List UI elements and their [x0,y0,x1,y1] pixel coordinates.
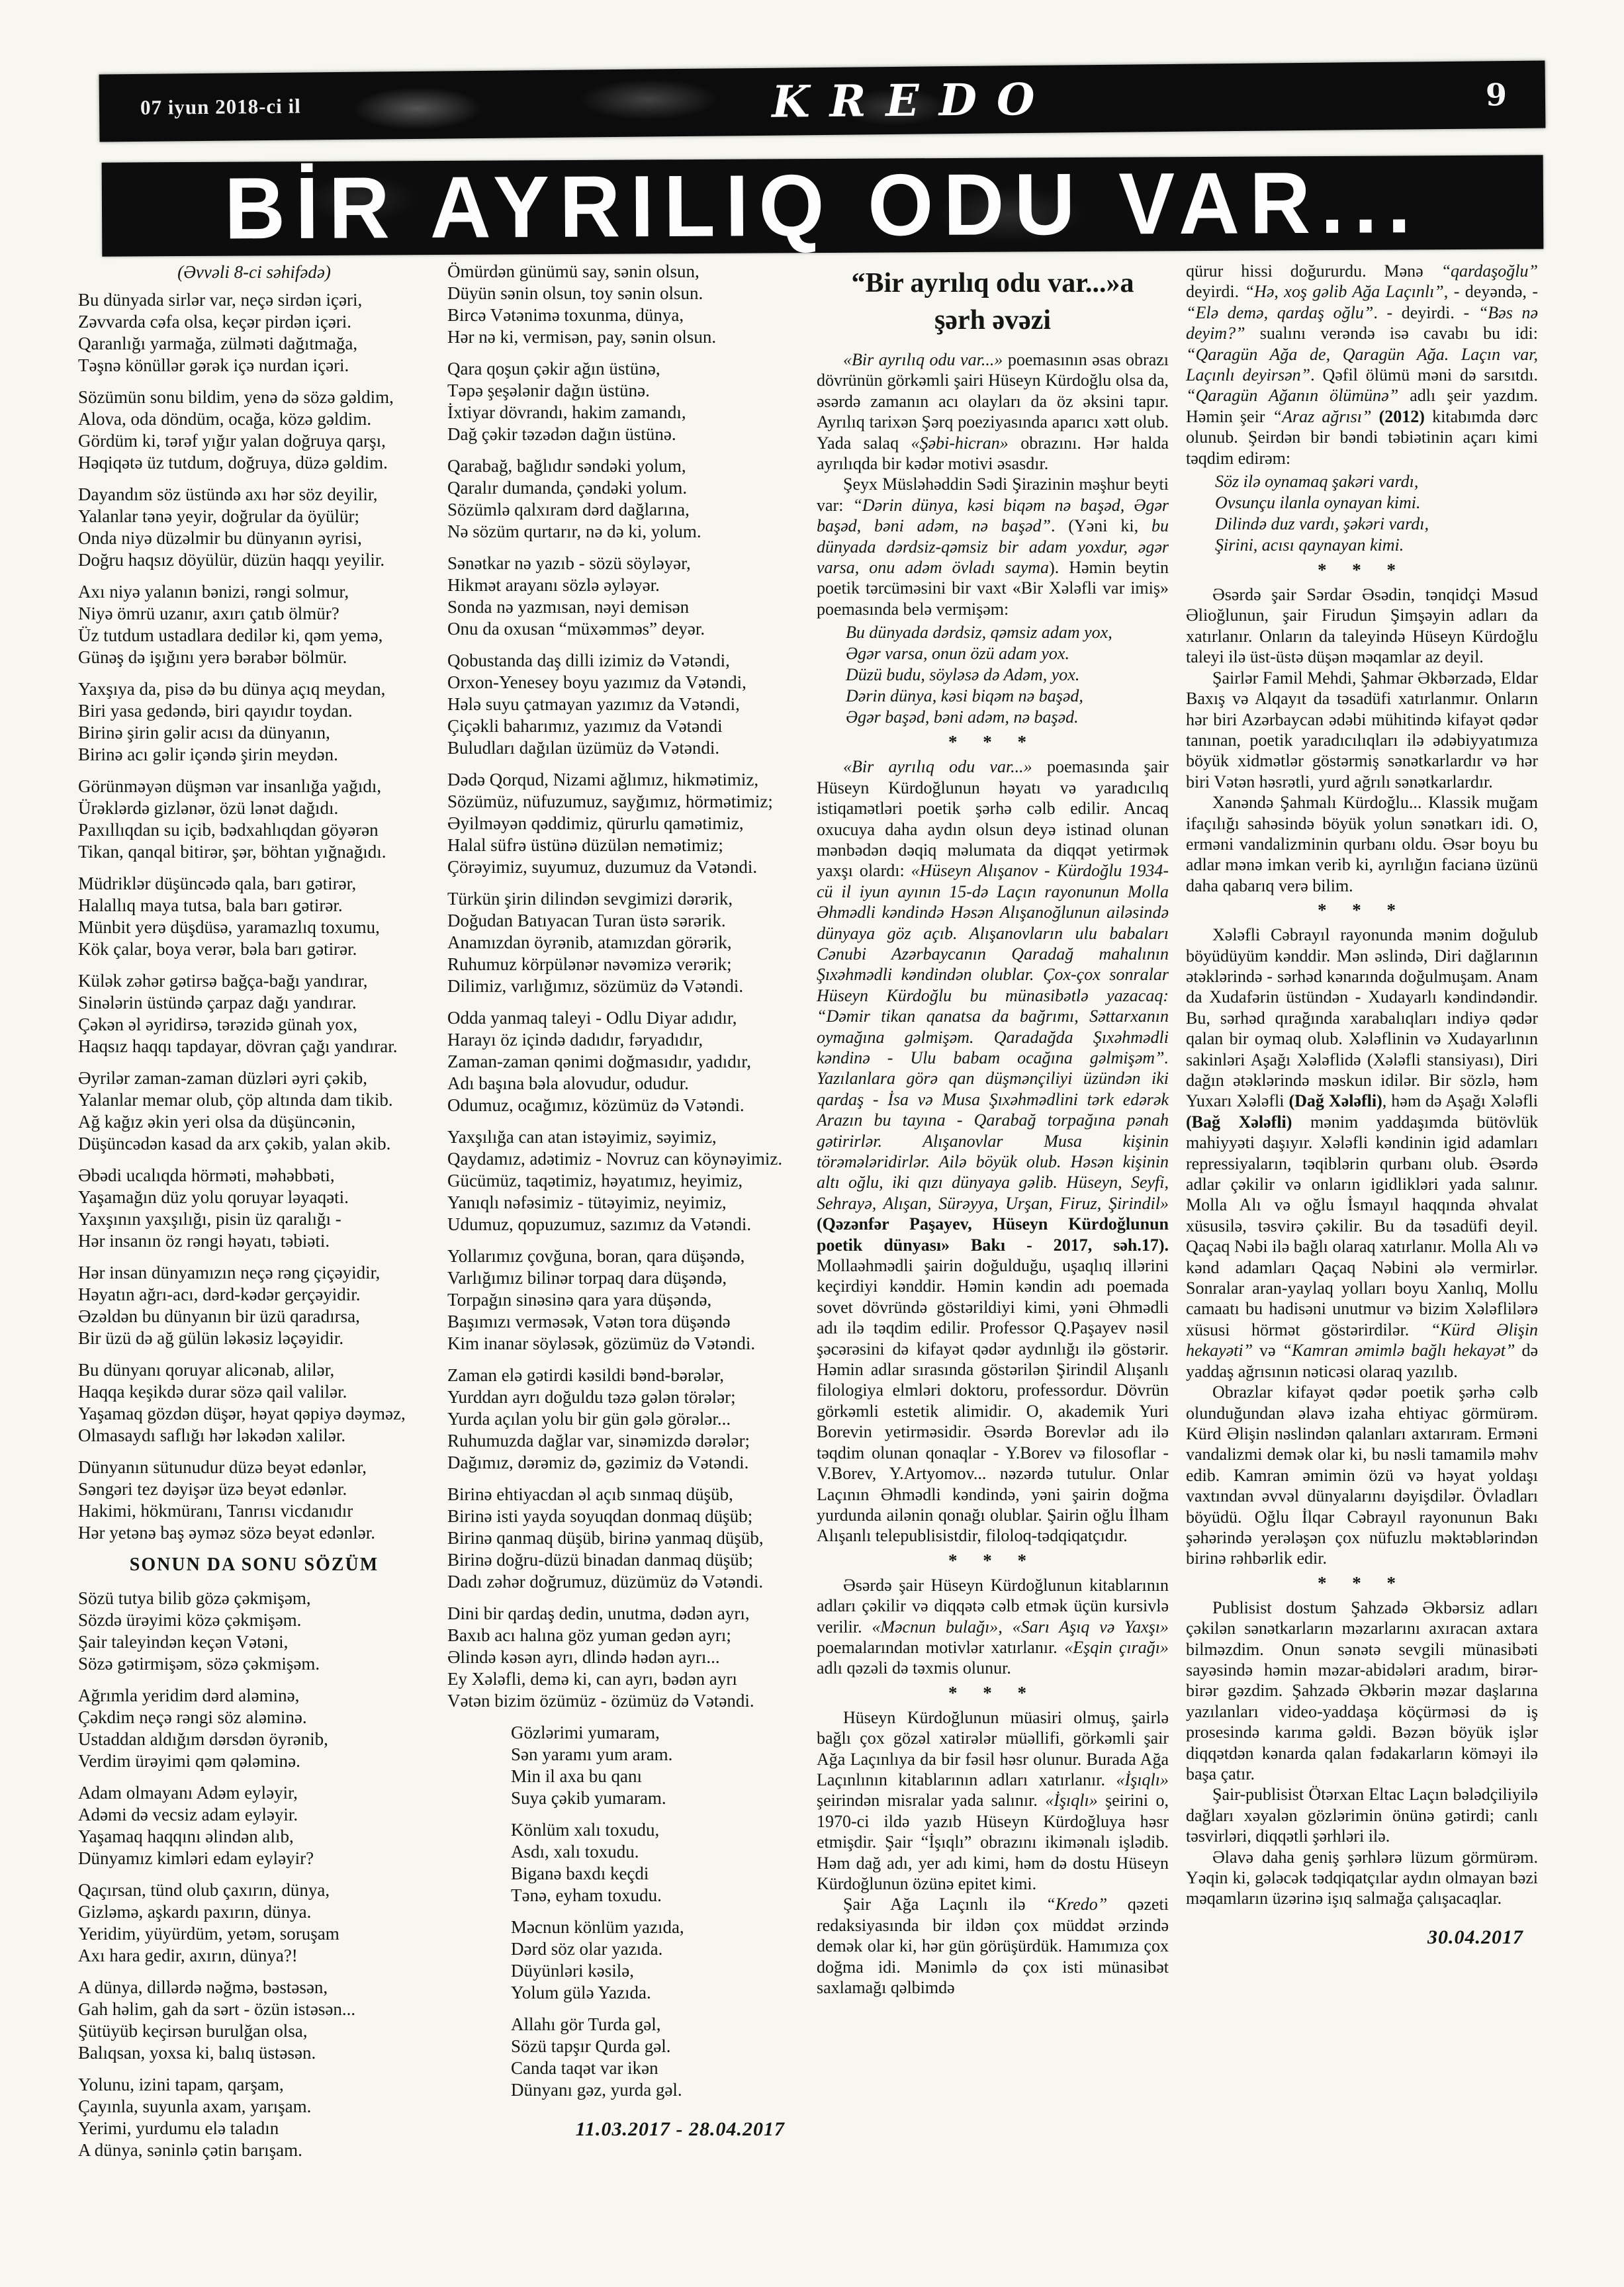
paragraph: Xələfli Cəbrayıl rayonunda mənim doğulub böyüdüyüm kənddir. Mən əslində, Diri dağlarının ətəklərində - sərhəd kənarında doğulmuşam. Anam da Xudafərin üstündən - Xudayarlı kəndindəndir. Bu, sərhəd qırağında xarabalıqları indiyə qədər qalan bir oymaq olub. Xələflinin və Xudayarlının sakinləri Aşağı Xələflidə (Xələfli stansiyası), Diri dağın ətəklərində məskun idilər. Bir sözlə, həm Yuxarı Xələfli (Dağ Xələfli), həm də Aşağı Xələfli (Bağ Xələfli) mənim yaddaşımda bütövlük mahiyyəti daşıyır. Xələfli kəndinin igid adamları repressiyaların, təqiblərin qurbanı olub. Əsərdə adlar çəkilir və onların igidlikləri yada salınır. Molla Alı və oğlu İsmayıl haqqında əhvalat xüsusilə, təsvirə çəkilir. Bu da təsadüfi deyil. Qaçaq Nəbi ilə bağlı olaraq xatırlanır. Molla Alı və kənd adamları Qaçaq Nəbini ələ vermirlər. Sonralar aran-yaylaq yolları boyu Xanlıq, Mollu camaatı bu hadisəni unutmur və bizim Xələflilərə xüsusi hörmət göstərirdilər. “Kürd Əlişin hekayəti” və “Kamran əmimlə bağlı hekayət” də yaddaş ağrısının nəticəsi olaraq yazılıb. [1186,925,1538,1381]
poem-line: Hakimi, hökmüranı, Tanrısı vicdanıdır [78,1501,353,1521]
poem-line: Buludları dağılan üzümüz də Vətəndi. [447,738,720,758]
poem-line: Dərd söz olar yazıda. [511,1939,663,1959]
paragraph: Şeyx Müsləhəddin Sədi Şirazinin məşhur beyti var: “Dərin dünya, kəsi biqəm nə başəd, Əgər başəd, bəni adəm, nə başəd”. (Yəni ki, bu dünyada dərdsiz-qəmsiz bir adam yoxdur, əgər varsa, onu adəm övladı sayma). Həmin beytin poetik tərcüməsini bir vaxt «Bir Xələfli var imiş» poemasında belə vermişəm: [817,474,1169,619]
poem-stanza [78,1457,430,1544]
poem-line: Yanıqlı nəfəsimiz - tütəyimiz, neyimiz, [447,1192,727,1212]
poem-stanza [447,455,799,543]
poem-line: Odda yanmaq taleyi - Odlu Diyar adıdır, [447,1008,737,1028]
poem-line: Suya çəkib yumaram. [511,1788,666,1808]
poem-line: Gözlərimi yumaram, [511,1723,660,1742]
poem-line: Tikan, qanqal bitirər, şər, böhtan yığnağıdı. [78,842,386,862]
poem-line: Axı niyə yalanın bənizi, rəngi solmur, [78,582,349,602]
poem-line: Qaçırsan, tünd olub çaxırın, dünya, [78,1880,330,1900]
poem-line: Doğru haqsız döyülür, düzün haqqı yeyilir. [78,550,385,570]
poem-line: Sözdə ürəyimi közə çəkmişəm. [78,1610,302,1630]
poem-stanza [78,970,430,1057]
quoted-verse [1215,471,1538,556]
poem-stanza [78,1685,430,1772]
poem-line: Haqqa keşikdə durar sözə qail valilər. [78,1382,347,1402]
poem-line: Adəmi də vecsiz adam eyləyir. [78,1805,298,1824]
poem-line: Görünməyən düşmən var insanlığa yağıdı, [78,776,382,796]
poem-line: Məcnun könlüm yazıda, [511,1917,684,1937]
poem-line: Düyünləri kəsilə, [511,1961,634,1981]
poem-line: Bircə Vətənimə toxunma, dünya, [447,305,684,325]
poem-line: Halallıq maya tutsa, bala barı gətirər. [78,895,343,915]
paragraph: Şairlər Famil Mehdi, Şahmar Əkbərzadə, Eldar Baxış və Alqayıt da təsadüfi xatırlanmır. Onların hər biri Azərbaycan ədəbi mühitində kifayət qədər tanınan, poetik yaradıcılıqları ilə ədəbiyyatımıza böyük xidmətlər göstərmiş sənətkarlardır və hər biri Vətən həsrətli, yurd ağrılı sənətkarlardır. [1186,668,1538,791]
poem-line: Birinə ehtiyacdan əl açıb sınmaq düşüb, [447,1484,733,1504]
poem-line: Alova, oda döndüm, ocağa, közə gəldim. [78,409,372,429]
poem-line: Yeridim, yüyürdüm, yetəm, soruşam [78,1924,339,1944]
paragraph: Publisist dostum Şahzadə Əkbərsiz adları çəkilən sənətkarların məzarlarını axıracan axtara bilməzdim. Onun sənətə sevgili münasibəti sayəsində həmin məzar-abidələri aradım, birər-birər gəzdim. Şahzadə Əkbərin məzar daşlarına yazılanları video-yaddaşa köçürməsi də iş prosesində karıma gəldi. Bəzən böyük işlər diqqətdən kənarda qalan fədakarların köməyi ilə başa çatır. [1186,1597,1538,1783]
poem-line: Niyə ömrü uzanır, axırı çatıb ölmür? [78,604,339,623]
poem-line: Bu dünyada sirlər var, neçə sirdən içəri, [78,290,363,310]
poem-line: Yaxşılığa can atan istəyimiz, səyimiz, [447,1127,717,1147]
poem-line: Gücümüz, taqətimiz, həyatımız, heyimiz, [447,1171,743,1190]
poem-line: Birinə doğru-düzü binadan danmaq düşüb; [447,1550,753,1570]
article-body [78,261,1554,2259]
poem-stanza [78,1359,430,1447]
poem-line: Kök çalar, boya verər, bəla barı gətirər. [78,939,357,959]
poem-stanza [78,873,430,960]
poem-line: Dayandım söz üstündə axı hər söz deyilir, [78,484,378,504]
poem-line: Harayı öz içində dadıdır, fəryadıdır, [447,1030,703,1050]
paragraph: «Bir ayrılıq odu var...» poemasında şair Hüseyn Kürdoğlunun həyatı və yaradıcılıq istiqamətləri poetik şərhə cəlb edilir. Ancaq oxucuya daha aydın olsun deyə istinad olunan mənbədən dəqiq məlumata da diqqət yetirmək yaxşı olardı: «Hüseyn Alışanov - Kürdoğlu 1934-cü il iyun ayının 15-də Laçın rayonunun Molla Əhmədli kəndində Həsən Alışanoğlunun ailəsində dünyaya göz açıb. Alışanovların ulu babaları Cənubi Azərbaycanın Qaradağ mahalının Şıxəhmədli kəndindən olublar. Çox-çox sonralar Hüseyn Kürdoğlu bu münasibətlə yazacaq: “Dəmir tikan qanatsa da bağrımı, Səttarxanın oymağına gəlmişəm. Qaradağda Şıxəhmədli kəndinə - Ulu babam ocağına gəlmişəm”. Yazılanlara görə qan düşmənçiliyi üzündən iki qardaş - İsa və Musa Şıxəhmədlini tərk edərək Arazın bu tayına - Qarabağ torpağına pənah gətirirlər. Alışanovlar Musa kişinin törəmələridirlər. Ailə böyük olub. Həsən kişinin altı oğlu, iki qızı dünyaya gəlib. Hüseyn, Seyfi, Sehrayə, Alışan, Sürəyya, Urşan, Firuz, Şirindil» (Qəzənfər Paşayev, Hüseyn Kürdoğlunun poetik dünyası» Bakı - 2017, səh.17). Mollaəhmədli şairin doğulduğu, uşaqlıq illərini keçirdiyi kənddir. Həmin kəndin adı poemada sovet dövründə göstərildiyi kimi, yəni Əhmədli adı ilə təqdim edilir. Professor Q.Paşayev nəsil şəcərəsini də kifayət qədər aydınlığı ilə göstərir. Həmin adlar sırasında göstərilən Şirindil Alışanlı filologiya elmləri doktoru, professordur. Dövrün görkəmli estetik alimidir. O, akademik Yuri Borevin yetirməsidir. Əsərdə Borevlər adı ilə təqdim olunan qonaqlar - Y.Borev və filosoflar - V.Borev, Y.Artyomov... nəzərdə tutulur. Onlar Laçının Əhmədli kəndində, yəni şairin doğma yurdunda ailənin qonağı olublar. Şairin oğlu İlham Alışanlı telepublisistdir, filoloq-tədqiqatçıdır. [817,757,1169,1546]
masthead-title: KREDO [771,73,1055,128]
poem-line: Gizləmə, aşkardı paxırın, dünya. [78,1902,312,1922]
poem-line: Yaxşıya da, pisə də bu dünya açıq meydan, [78,679,386,699]
poem-line: Yaşamağın düz yolu qoruyar ləyaqəti. [78,1187,349,1207]
poem-line: Adam olmayanı Adəm eyləyir, [78,1783,298,1803]
poem-line: Yaşamaq gözdən düşər, həyat qəpiyə dəyməz, [78,1404,406,1423]
poem-line: Vətən bizim özümüz - özümüz də Vətəndi. [447,1691,754,1711]
poem-stanza [511,1722,799,1809]
poem-line: Ey Xələfli, demə ki, can ayrı, bədən ayrı [447,1669,737,1689]
poem-line: Yurddan ayrı doğuldu təzə gələn törələr; [447,1387,736,1407]
poem-line: Asdı, xalı toxudu. [511,1842,639,1861]
poem-line: Udumuz, qopuzumuz, sazımız da Vətəndi. [447,1214,752,1234]
poem-line: Anamızdan öyrənib, atamızdan görərik, [447,932,732,952]
poem-stanza [78,1067,430,1155]
poem-stanza [447,261,799,348]
stars-separator: * * * [1318,1572,1406,1593]
poem-line: Yaxşının yaxşılığı, pisin üz qaralığı - [78,1209,341,1229]
poem-stanza [447,1603,799,1712]
verse-line: Əgər başəd, bəni adəm, nə başəd. [846,707,1079,727]
poem-stanza [447,888,799,997]
poem-line: Orxon-Yenesey boyu yazımız da Vətəndi, [447,672,746,692]
verse-line: Şirini, acısı qaynayan kimi. [1215,535,1404,555]
date-signature: 11.03.2017 - 28.04.2017 [575,2118,785,2140]
poem-line: Yaşamaq haqqını əlindən alıb, [78,1826,294,1846]
poem-stanza [511,1916,799,2004]
stars-separator: * * * [948,1682,1037,1703]
poem-line: Qara qoşun çəkir ağın üstünə, [447,359,660,379]
poem-line: Təpə şeşələnir dağın üstünə. [447,381,650,400]
poem-line: Sinələrin üstündə çarpaz dağı yandırar. [78,993,357,1012]
poem-stanza [78,1262,430,1349]
paragraph: Obrazlar kifayət qədər poetik şərhə cəlb olunduğundan əlavə izaha ehtiyac görmürəm. Kürd Əlişin nəslindən qalanları axtarıram. Erməni vandalizmi demək olar ki, bu nəsli tamamilə məhv edib. Kamran əmimin özü və həyat yoldaşı vaxtından əvvəl dünyalarını dəyişdilər. Övladları böyüdü. Oğlu İlqar Cəbrayıl rayonunun Bakı şəhərində yerələşən çox nüfuzlu məktəblərindən birinə rəhbərlik edir. [1186,1382,1538,1568]
poem-line: Üz tutdum ustadlara dedilər ki, qəm yemə, [78,625,383,645]
poem-stanza [78,289,430,377]
poem-line: Dini bir qardaş dedin, unutma, dədən ayrı, [447,1603,750,1623]
verse-line: Söz ilə oynamaq şakəri vardı, [1215,472,1419,492]
verse-line: Dilində duz vardı, şəkəri vardı, [1215,514,1429,534]
poem-line: Külək zəhər gətirsə bağça-bağı yandırar, [78,971,368,991]
poem-line: Yerimi, yurdumu elə taladın [78,2118,279,2138]
poem-line: Sonda nə yazmısan, nəyi demisən [447,597,690,617]
poem-stanza [447,1484,799,1593]
paragraph: Xanəndə Şahmalı Kürdoğlu... Klassik muğam ifaçılığı sahəsində böyük yolun sənətkarı idi. O, erməni vandalizminin qurbanı oldu. Əsər boyu bu adlar mənə imkan verib ki, ayrılığın facianə üzünü daha qabarıq verə bilim. [1186,793,1538,895]
poem-line: Dünyanı gəz, yurda gəl. [511,2080,682,2100]
poem-stanza [447,358,799,445]
poem-line: Zaman-zaman qənimi doğmasıdır, yadıdır, [447,1052,751,1071]
verse-line: Dərin dünya, kəsi biqəm nə başəd, [846,686,1083,706]
poem-line: Yalanlar memar olub, çöp altında dam tikib. [78,1090,393,1110]
poem-line: Paxıllıqdan su içib, bədxahlıqdan göyərən [78,820,379,840]
poem-stanza [447,1126,799,1235]
poem-line: Dağ çəkir təzədən dağın üstünə. [447,424,676,444]
poem-stanza [78,1165,430,1252]
stars-separator: * * * [948,732,1037,752]
poem-stanza [78,484,430,571]
section-heading: SONUN DA SONU SÖZÜM [129,1554,379,1575]
poem-stanza [447,553,799,640]
poem-line: A dünya, səninlə çətin barışam. [78,2140,302,2160]
poem-stanza [78,678,430,766]
poem-line: Hər insan dünyamızın neçə rəng çiçəyidir, [78,1263,381,1282]
quoted-verse [846,622,1169,728]
poem-line: Çörəyimiz, suyumuz, duzumuz da Vətəndi. [447,857,758,877]
poem-stanza [447,1245,799,1355]
poem-line: Kim inanar söyləsək, gözümüz də Vətəndi. [447,1333,756,1353]
poem-line: Ruhumuzda dağlar var, sinəmizdə dərələr; [447,1431,750,1451]
poem-line: Sən yaramı yum aram. [511,1744,673,1764]
poem-line: Əyrilər zaman-zaman düzləri əyri çəkib, [78,1068,368,1088]
poem-line: Sözümüz, nüfuzumuz, sayğımız, hörmətimiz; [447,791,773,811]
poem-line: Sözə gətirmişəm, sözə çəkmişəm. [78,1654,320,1674]
poem-line: Hələ suyu çatmayan yazımız da Vətəndi, [447,694,740,714]
poem-line: Türkün şirin dilindən sevgimizi dərərik, [447,889,733,909]
poem-line: Münbit yerə düşdüsə, yaramazlıq toxumu, [78,917,380,937]
column-3 [817,261,1169,2259]
poem-line: Könlüm xalı toxudu, [511,1820,660,1840]
stars-separator: * * * [1318,560,1406,580]
stars-separator: * * * [948,1550,1037,1570]
poem-line: Odumuz, ocağımız, közümüz də Vətəndi. [447,1095,744,1115]
poem-stanza [447,769,799,878]
poem-line: Birinə qanmaq düşüb, birinə yanmaq düşüb, [447,1528,764,1548]
poem-line: Biganə baxdı keçdi [511,1863,649,1883]
poem-line: Həyatın ağrı-acı, dərd-kədər gerçəyidir. [78,1284,361,1304]
paragraph: Hüseyn Kürdoğlunun müasiri olmuş, şairlə bağlı çox gözəl xatirələr müəllifi, görkəmli şair Ağa Laçınlıya da bir fəsil həsr olunur. Burada Ağa Laçınlının kitablarının adları xatırlanır. «İşıqlı» şeirindən misralar yada salınır. «İşıqlı» şeirini o, 1970-ci ildə yazıb Hüseyn Kürdoğluya həsr etmişdir. Şair “İşıqlı” obrazını ikimənalı işlədib. Həm dağ adı, yer adı kimi, həm də dostu Hüseyn Kürdoğlunun özünə epitet kimi. [817,1707,1169,1893]
page-number: 9 [1485,77,1508,113]
poem-line: Çəkən əl əyridirsə, tərəzidə günah yox, [78,1014,358,1034]
poem-stanza [78,1879,430,1967]
poem-line: Yurda açılan yolu bir gün gələ görələr... [447,1409,731,1429]
poem-line: Canda taqət var ikən [511,2058,658,2078]
poem-line: Əyilməyən qəddimiz, qürurlu qamətimiz, [447,813,744,833]
poem-line: Dünyamız kimləri edam eyləyir? [78,1848,314,1868]
poem-line: Yalanlar tənə yeyir, doğrular da öyülür; [78,506,360,526]
poem-line: Balıqsan, yoxsa ki, balıq üstəsən. [78,2043,316,2063]
poem-line: Bu dünyanı qoruyar alicənab, alilər, [78,1360,335,1380]
date-signature: 30.04.2017 [1427,1926,1523,1948]
paragraph: Əlavə daha geniş şərhlərə lüzum görmürəm. Yəqin ki, gələcək tədqiqatçılar aydın olmayan bəzi məqamların üzərinə işıq salmağa çalışacaqlar. [1186,1847,1538,1908]
poem-line: Təşnə könüllər gərək içə nurdan içəri. [78,355,349,375]
poem-stanza [447,1365,799,1474]
paragraph: Əsərdə şair Hüseyn Kürdoğlunun kitablarının adları çəkilir və diqqətə cəlb etmək üçün kursivlə verilir. «Məcnun bulağı», «Sarı Aşıq və Yaxşı» poemalarından motivlər xatırlanır. «Eşqin çırağı» adlı qəzəli də təxmis olunur. [817,1575,1169,1678]
poem-line: Birinə isti yayda soyuqdan donmaq düşüb; [447,1506,753,1526]
poem-line: Ağ kağız əkin yeri olsa da düşüncənin, [78,1112,356,1132]
poem-line: Dadı zəhər doğrumuz, düzümüz də Vətəndi. [447,1572,764,1592]
poem-line: Dağımız, dərəmiz də, gəzimiz də Vətəndi. [447,1453,749,1472]
column-4 [1186,261,1538,2259]
poem-line: Sözü tapşır Qurda gəl. [511,2036,671,2056]
poem-line: Sözümlə qalxıram dərd dağlarına, [447,500,690,519]
headline-banner [102,155,1544,256]
poem-line: Həqiqətə üz tutdum, doğruya, düzə gəldim. [78,453,388,472]
poem-stanza [78,386,430,474]
verse-line: Bu dünyada dərdsiz, qəmsiz adam yox, [846,623,1112,643]
poem-line: Doğudan Batıyacan Turan üstə sərərik. [447,911,726,930]
poem-stanza [78,581,430,668]
poem-stanza [78,1782,430,1869]
poem-stanza [78,776,430,863]
poem-stanza [78,1588,430,1675]
poem-line: Şütüyüb keçirsən burulğan olsa, [78,2021,308,2041]
poem-line: Tənə, eyham toxudu. [511,1885,662,1905]
column-1 [78,261,430,2259]
verse-line: Ovsunçu ilanla oynayan kimi. [1215,493,1421,513]
poem-line: Zaman elə gətirdi kəsildi bənd-bərələr, [447,1365,724,1385]
masthead-bar [99,61,1546,142]
poem-line: Varlığımız bilinər torpaq dara düşəndə, [447,1268,727,1288]
poem-line: Torpağın sinəsinə qara yara düşəndə, [447,1290,712,1310]
poem-line: Başımızı verməsək, Vətən tora düşəndə [447,1312,731,1331]
poem-line: Şair taleyindən keçən Vətəni, [78,1632,289,1652]
poem-line: Yollarımız çovğuna, boran, qara düşəndə, [447,1246,745,1266]
poem-line: Allahı gör Turda gəl, [511,2014,661,2034]
poem-line: Düyün sənin olsun, toy sənin olsun. [447,283,703,303]
poem-line: Sözümün sonu bildim, yenə də sözə gəldim, [78,387,394,407]
poem-line: Əlində kəsən ayrı, dlində hədən ayrı... [447,1647,720,1667]
poem-line: A dünya, dillərdə nəğmə, bəstəsən, [78,1977,328,1997]
poem-line: Bir üzü də ağ gülün ləkəsiz ləçəyidir. [78,1328,344,1348]
poem-line: Sözü tutya bilib gözə çəkmişəm, [78,1588,311,1608]
poem-line: Düşüncədən kasad da arx çəkib, yalan əkib. [78,1134,391,1153]
poem-line: Baxıb acı halına göz yuman gedən ayrı; [447,1625,731,1645]
poem-line: Dünyanın sütunudur düzə beyət edənlər, [78,1457,367,1477]
poem-line: Qobustanda daş dilli izimiz də Vətəndi, [447,650,730,670]
poem-line: Yolunu, izini tapam, qarşam, [78,2075,284,2094]
article-heading: “Bir ayrılıq odu var...»a şərh əvəzi [851,268,1134,336]
poem-line: Verdim ürəyimi qəm qələminə. [78,1751,300,1771]
poem-line: Ağrımla yeridim dərd aləminə, [78,1685,300,1705]
poem-line: Ürəklərdə gizlənər, özü lənət dağıdı. [78,798,339,818]
poem-line: Çəkdim neçə rəngi söz aləminə. [78,1707,307,1727]
poem-line: Sənətkar nə yazıb - sözü söyləyər, [447,553,691,573]
paragraph: Əsərdə şair Sərdar Əsədin, tənqidçi Məsud Əlioğlunun, şair Firudun Şimşəyin adları da xatırlanır. Onların da taleyində Hüseyn Kürdoğlu taleyi ilə üst-üstə düşən məqamlar az deyil. [1186,585,1538,667]
poem-line: Ömürdən günümü say, sənin olsun, [447,261,699,281]
paragraph: «Bir ayrılıq odu var...» poemasının əsas obrazı dövrünün görkəmli şairi Hüseyn Kürdoğlu olsa da, əsərdə zamanın acı olayları da öz əksini tapır. Ayrılıq tarixən Şərq poeziyasında aparıcı xətt olub. Yada salaq «Şəbi-hicran» obrazını. Hər halda ayrılıqda bir kədər motivi əsasdır. [817,350,1169,474]
poem-line: Qaranlığı yarmağa, zülməti dağıtmağa, [78,334,358,353]
poem-line: Hər yetənə baş əyməz sözə beyət edənlər. [78,1523,376,1543]
poem-line: Zəvvarda cəfa olsa, keçər pirdən içəri. [78,312,352,332]
poem-line: Qaralır dumanda, çəndəki yolum. [447,478,688,498]
poem-line: Hər insanın öz rəngi həyatı, təbiəti. [78,1231,330,1251]
poem-line: Çayınla, suyunla axam, yarışam. [78,2096,312,2116]
poem-line: Birinə şirin gəlir acısı da dünyanın, [78,723,330,742]
poem-line: Halal süfrə üstünə düzülən nemətimiz; [447,835,723,855]
poem-stanza [447,1007,799,1116]
poem-line: Qaydamız, adətimiz - Novruz can köynəyimiz. [447,1149,783,1169]
poem-line: Axı hara gedir, axırın, dünya?! [78,1946,298,1965]
poem-line: Onu da oxusan “müxəmməs” deyər. [447,619,705,639]
poem-line: Günəş də işığını yerə bərabər bölmür. [78,647,347,667]
paragraph: Şair-publisist Ötərxan Eltac Laçın bələdçiliyilə dağları xəyalən gözlərimin önünə gətirdi; canlı təsvirləri, diqqətli şərhləri ilə. [1186,1785,1538,1846]
poem-line: Dədə Qorqud, Nizami ağlımız, hikmətimiz, [447,770,759,789]
verse-line: Düzü budu, söyləsə də Adəm, yox. [846,665,1080,685]
poem-line: Qarabağ, bağlıdır səndəki yolum, [447,456,686,476]
poem-line: Biri yasa gedəndə, biri qayıdır toydan. [78,701,353,721]
poem-line: Əzəldən bu dünyanın bir üzü qaradırsa, [78,1306,360,1326]
issue-date: 07 iyun 2018-ci il [140,94,301,119]
column-2 [447,261,799,2259]
poem-line: Gah həlim, gah da sərt - özün istəsən... [78,1999,356,2019]
poem-line: Dilimiz, varlığımız, sözümüz də Vətəndi. [447,976,744,996]
poem-line: Haqsız haqqı tapdayar, dövran çağı yandırar. [78,1036,398,1056]
poem-stanza [511,1819,799,1906]
poem-line: Hər nə ki, vermisən, pay, sənin olsun. [447,327,717,347]
poem-line: Hikmət arayanı sözlə əyləyər. [447,575,660,595]
poem-stanza [511,2014,799,2101]
poem-line: Səngəri tez dəyişər üzə beyət edənlər. [78,1479,347,1499]
paragraph: qürur hissi doğururdu. Mənə “qardaşoğlu” deyirdi. “Hə, xoş gəlib Ağa Laçınlı”, - deyəndə, - “Elə demə, qardaş oğlu”. - deyirdi. - “Bəs nə deyim?” sualını verəndə isə cavabı bu idi: “Qaragün Ağa de, Qaragün Ağa. Laçın var, Laçınlı deyirsən”. Qəfil ölümü məni də sarsıtdı. “Qaragün Ağanın ölümünə” adlı şeir yazdım. Həmin şeir “Araz ağrısı” (2012) kitabımda dərc olunub. Şeirdən bir bəndi təbiətinin açarı kimi təqdim edirəm: [1186,261,1539,468]
headline-text: BİR AYRILIQ ODU VAR... [224,154,1421,258]
poem-line: Birinə acı gəlir içəndə şirin meydən. [78,744,338,764]
poem-stanza [447,650,799,759]
poem-line: Nə sözüm qurtarır, nə də ki, yolum. [447,521,701,541]
poem-line: İxtiyar dövrandı, hakim zamandı, [447,402,686,422]
stars-separator: * * * [1318,900,1406,920]
paragraph: Şair Ağa Laçınlı ilə “Kredo” qəzeti redaksiyasında bir ildən çox müddət ərzində demək olar ki, hər gün görüşürdük. Hamımıza çox doğma idi. Mənimlə də çox isti münasibət saxlamağı qəlbimdə [817,1895,1169,1998]
poem-line: Onda niyə düzəlmir bu dünyanın əyrisi, [78,528,362,548]
poem-stanza [78,1977,430,2064]
poem-line: Ustaddan aldığım dərsdən öyrənib, [78,1729,328,1749]
verse-line: Əgər varsa, onun özü adam yox. [846,644,1069,664]
poem-line: Yolum gülə Yazıda. [511,1983,651,2002]
poem-line: Min il axa bu qanı [511,1766,642,1786]
poem-line: Müdriklər düşüncədə qala, barı gətirər, [78,874,357,893]
poem-line: Ruhumuz körpülənər nəvəmizə verərik; [447,954,732,974]
poem-stanza [78,2074,430,2161]
poem-line: Adı başına bəla alovudur, odudur. [447,1073,689,1093]
poem-line: Çiçəkli baharımız, yazımız da Vətəndi [447,716,723,736]
poem-line: Gördüm ki, tərəf yığır yalan doğruya qarşı, [78,431,386,451]
continuation-note: (Əvvəli 8-ci səhifədə) [177,262,331,282]
poem-line: Əbədi ucalıqda hörməti, məhəbbəti, [78,1165,335,1185]
poem-line: Olmasaydı saflığı hər ləkədən xalilər. [78,1425,346,1445]
